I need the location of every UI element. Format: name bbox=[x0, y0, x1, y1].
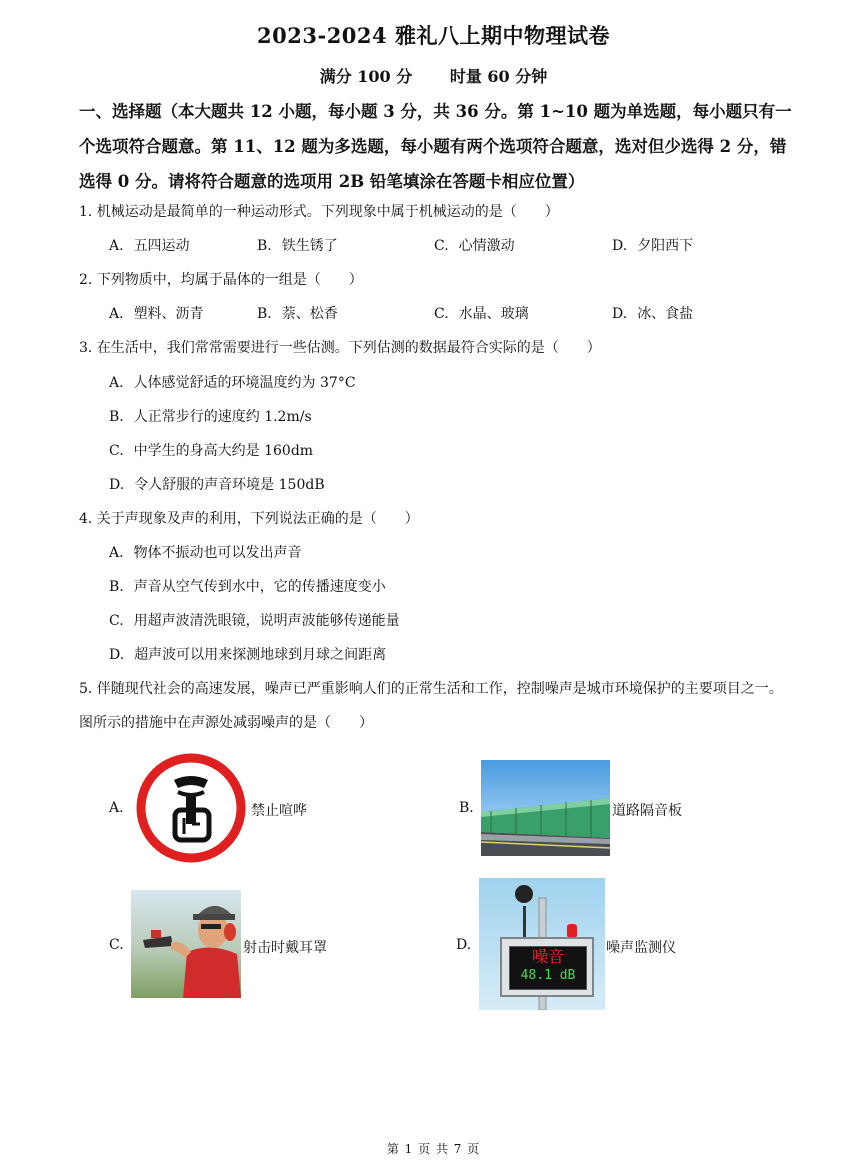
option-letter: C. bbox=[434, 238, 449, 254]
option-text: 物体不振动也可以发出声音 bbox=[133, 545, 302, 561]
option-letter: B. bbox=[109, 409, 124, 425]
option-text: 冰、食盐 bbox=[637, 306, 694, 322]
question-2-option-d[interactable] bbox=[612, 304, 693, 324]
option-letter: C. bbox=[434, 306, 449, 322]
question-4-option-d[interactable] bbox=[109, 645, 386, 665]
shooter-earmuffs-photo-icon[interactable] bbox=[131, 890, 241, 998]
question-5-stem: 5. 伴随现代社会的高速发展，噪声已严重影响人们的正常生活和工作，控制噪声是城市环境保护的主要项目之一。图所示的措施中在声源处减弱噪声的是（ ） bbox=[79, 681, 783, 731]
option-letter: D. bbox=[109, 647, 125, 663]
option-text: 令人舒服的声音环境是 150dB bbox=[134, 477, 325, 493]
monitor-word: 噪音 bbox=[531, 947, 564, 966]
time-limit: 时量 60 分钟 bbox=[449, 67, 548, 86]
question-2-stem: 2. 下列物质中，均属于晶体的一组是（ ） bbox=[79, 272, 363, 288]
question-3-option-d[interactable] bbox=[109, 475, 325, 495]
question-5-option-c-letter[interactable]: C. bbox=[109, 937, 124, 953]
question-2-option-a[interactable] bbox=[109, 304, 204, 324]
page-title: 2023-2024 雅礼八上期中物理试卷 bbox=[257, 23, 610, 48]
option-letter: C. bbox=[109, 613, 124, 629]
option-letter: B. bbox=[109, 579, 124, 595]
page-subtitle bbox=[0, 64, 867, 87]
option-text: 水晶、玻璃 bbox=[458, 306, 529, 322]
question-5-option-d-letter[interactable]: D. bbox=[456, 937, 472, 953]
option-text: 铁生锈了 bbox=[281, 238, 338, 254]
option-text: 声音从空气传到水中，它的传播速度变小 bbox=[133, 579, 386, 595]
question-2-option-c[interactable] bbox=[434, 304, 529, 324]
option-letter: D. bbox=[612, 238, 628, 254]
option-letter: A. bbox=[109, 306, 124, 322]
question-3-option-b[interactable] bbox=[109, 407, 312, 427]
page-footer: 第 1 页 共 7 页 bbox=[386, 1142, 481, 1156]
option-letter: A. bbox=[109, 375, 124, 391]
question-3-option-c[interactable] bbox=[109, 441, 313, 461]
option-text: 塑料、沥青 bbox=[133, 306, 204, 322]
question-1-option-a[interactable] bbox=[109, 236, 190, 256]
option-letter: B. bbox=[257, 306, 272, 322]
question-3-option-a[interactable] bbox=[109, 373, 356, 393]
question-1-option-d[interactable] bbox=[612, 236, 693, 256]
section-heading: 一、选择题（本大题共 12 小题，每小题 3 分，共 36 分。第 1~10 题为单选题，每小题只有一个选项符合题意。第 11、12 题为多选题，每小题有两个选项符合题意，选对但少选得 2 分，错选得 0 分。请将符合题意的选项用 2B 铅笔填涂在答题卡相应位置） bbox=[79, 102, 792, 191]
question-5-option-a-letter[interactable]: A. bbox=[109, 800, 124, 816]
question-4-option-b[interactable] bbox=[109, 577, 386, 597]
question-5-option-b-caption: 道路隔音板 bbox=[612, 803, 682, 819]
monitor-reading: 48.1 dB bbox=[520, 968, 576, 983]
question-5-option-c-caption: 射击时戴耳罩 bbox=[243, 940, 327, 956]
option-letter: D. bbox=[109, 477, 125, 493]
monitor-display bbox=[509, 946, 587, 990]
question-1-option-b[interactable] bbox=[257, 236, 338, 256]
question-5-option-b-letter[interactable]: B. bbox=[459, 800, 474, 816]
option-text: 超声波可以用来探测地球到月球之间距离 bbox=[134, 647, 387, 663]
question-5-option-a-caption: 禁止喧哗 bbox=[251, 803, 307, 819]
full-score: 满分 100 分 bbox=[319, 67, 413, 86]
question-4-option-a[interactable] bbox=[109, 543, 302, 563]
option-letter: D. bbox=[612, 306, 628, 322]
sound-barrier-photo-icon[interactable] bbox=[481, 760, 610, 856]
option-text: 人体感觉舒适的环境温度约为 37°C bbox=[133, 375, 356, 391]
option-text: 五四运动 bbox=[133, 238, 190, 254]
noise-monitor-photo-icon[interactable] bbox=[479, 878, 605, 1010]
question-3-stem: 3. 在生活中，我们常常需要进行一些估测。下列估测的数据最符合实际的是（ ） bbox=[79, 340, 601, 356]
no-noise-sign-icon[interactable] bbox=[134, 752, 249, 864]
option-letter: A. bbox=[109, 238, 124, 254]
question-5-option-d-caption: 噪声监测仪 bbox=[606, 940, 676, 956]
option-text: 中学生的身高大约是 160dm bbox=[133, 443, 314, 459]
option-text: 人正常步行的速度约 1.2m/s bbox=[133, 409, 312, 425]
question-1-stem: 1. 机械运动是最简单的一种运动形式。下列现象中属于机械运动的是（ ） bbox=[79, 204, 559, 220]
option-text: 心情激动 bbox=[458, 238, 515, 254]
question-4-option-c[interactable] bbox=[109, 611, 400, 631]
option-letter: B. bbox=[257, 238, 272, 254]
question-4-stem: 4. 关于声现象及声的利用，下列说法正确的是（ ） bbox=[79, 511, 419, 527]
option-letter: C. bbox=[109, 443, 124, 459]
option-text: 用超声波清洗眼镜，说明声波能够传递能量 bbox=[133, 613, 400, 629]
option-text: 萘、松香 bbox=[281, 306, 338, 322]
question-1-option-c[interactable] bbox=[434, 236, 515, 256]
question-2-option-b[interactable] bbox=[257, 304, 338, 324]
option-text: 夕阳西下 bbox=[637, 238, 694, 254]
option-letter: A. bbox=[109, 545, 124, 561]
